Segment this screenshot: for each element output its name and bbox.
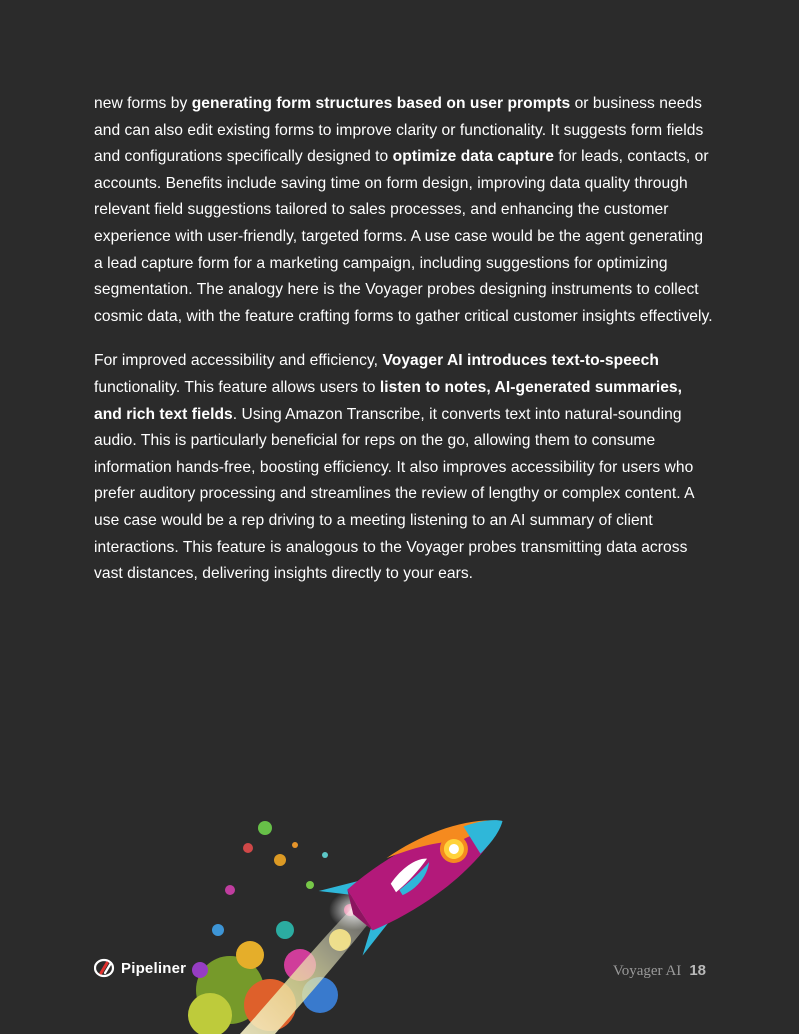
logo-text: Pipeliner [121,959,187,977]
paragraph-forms [94,91,714,330]
bold-text-segment: optimize data capture [392,148,555,166]
text-segment: new forms by [94,95,192,112]
page-number: 18 [689,962,706,979]
text-segment: for leads, contacts, or accounts. Benefits include saving time on form design, improving data quality through relevant field suggestions tailored to sales processes, and enhancing the customer experience with user-friendly, targeted forms. A use case would be the agent generating a lead capture form for a marketing campaign, including suggestions for optimizing segmentation. The analogy here is the Voyager probes designing instruments to collect cosmic data, with the feature crafting forms to gather critical customer insights effectively. [94,148,713,325]
text-segment: For improved accessibility and efficiency, [94,352,383,370]
paragraph-text-to-speech [94,348,714,587]
page-footer [613,962,706,980]
brand-logo [94,958,186,978]
text-segment: . Using Amazon Transcribe, it converts text into natural-sounding audio. This is particularly beneficial for reps on the go, allowing them to consume information hands-free, boosting efficiency. It also improves accessibility for users who prefer auditory processing and streamlines the review of lengthy or complex content. A use case would be a rep driving to a meeting listening to an AI summary of client interactions. This feature is analogous to the Voyager probes transmitting data across vast distances, delivering insights directly to your ears. [94,405,694,583]
body-text [94,91,714,606]
text-segment: or business needs and can also edit existing forms to improve clarity or functionality. It suggests form fields and configurations specifically designed to [94,95,704,166]
pipeliner-logo-icon [94,958,116,978]
text-segment: functionality. This feature allows users to [94,378,380,396]
bold-text-segment: listen to notes, AI-generated summaries, and rich text fields [94,378,683,423]
bold-text-segment: Voyager AI introduces text-to-speech [382,352,659,370]
rocket-icon [170,790,510,1034]
document-name: Voyager AI [612,963,682,979]
bold-text-segment: generating form structures based on user prompts [191,95,571,112]
